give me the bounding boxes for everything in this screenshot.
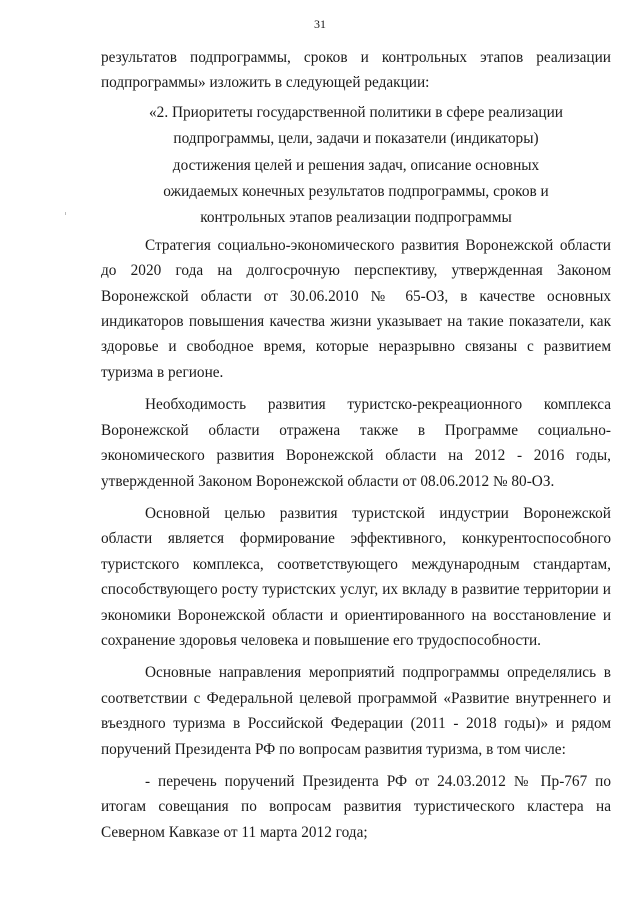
heading-line: «2. Приоритеты государственной политики в сфере реализации [149, 103, 563, 121]
heading-line: контрольных этапов реализации подпрограммы [200, 209, 512, 227]
page-number: 31 [314, 17, 326, 31]
paragraph-necessity: Необходимость развития туристско-рекреационного комплекса Воронежской области отражена также в Программе социально-экономического развития Воронежской области на 2012 - 2016 годы, утвержденной Законом Воронежской области от 08.06.2012 № 80-ОЗ. [101, 396, 611, 490]
paragraph-directions: Основные направления мероприятий подпрограммы определялись в соответствии с Федеральной целевой программой «Развитие внутреннего и въездного туризма в Российской Федерации (2011 - 2018 годы)» и рядом поручений Президента РФ по вопросам развития туризма, в том числе: [101, 664, 611, 758]
intro-paragraph: результатов подпрограммы, сроков и контрольных этапов реализации подпрограммы» изложить в следующей редакции: [101, 49, 611, 92]
list-item-instructions: - перечень поручений Президента РФ от 24.03.2012 № Пр-767 по итогам совещания по вопросам развития туристического кластера на Северном Кавказе от 11 марта 2012 года; [101, 772, 611, 841]
paragraph-main-goal: Основной целью развития туристской индустрии Воронежской области является формирование эффективного, конкурентоспособного туристского комплекса, соответствующего международным стандартам, способствующего росту туристских услуг, их вкладу в развитие территории и экономики Воронежской области и ориентированного на восстановление и сохранение здоровья человека и повышение его трудоспособности. [101, 504, 611, 649]
section-heading [101, 100, 611, 232]
paragraph-strategy: Стратегия социально-экономического развития Воронежской области до 2020 года на долгосрочную перспективу, утвержденная Законом Воронежской области от 30.06.2010 № 65-ОЗ, в качестве основных индикаторов повышения качества жизни указывает на такие показатели, как здоровье и свободное время, которые неразрывно связаны с развитием туризма в регионе. [101, 236, 611, 381]
document-body [101, 45, 611, 845]
heading-line: достижения целей и решения задач, описание основных [172, 156, 540, 174]
margin-mark [65, 212, 66, 215]
heading-line: ожидаемых конечных результатов подпрограммы, сроков и [163, 183, 549, 201]
heading-line: подпрограммы, цели, задачи и показатели (индикаторы) [173, 130, 539, 148]
